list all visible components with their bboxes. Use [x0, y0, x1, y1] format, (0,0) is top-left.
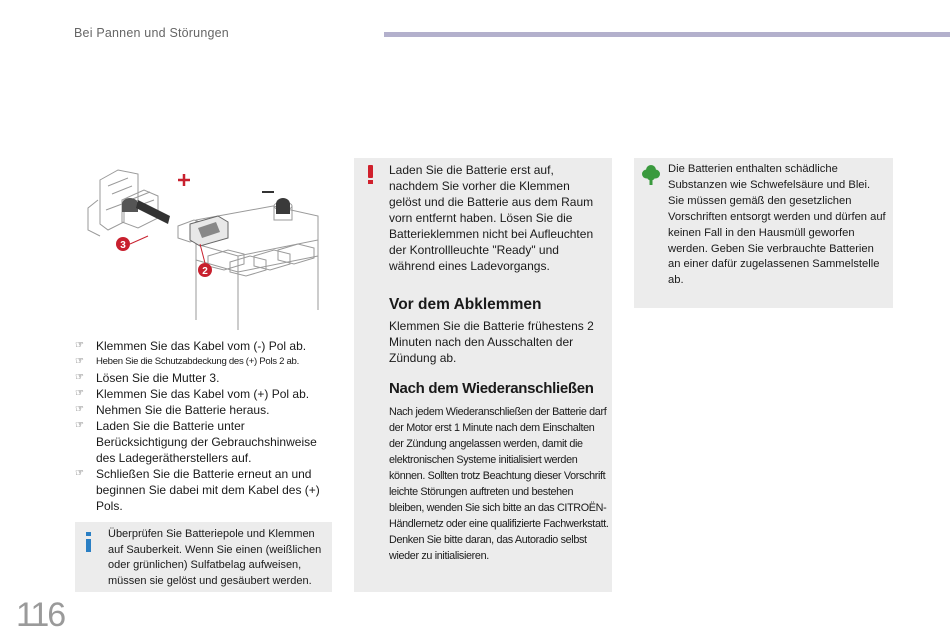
heading-after-reconnect: Nach dem Wiederanschließen: [389, 380, 594, 397]
section-title: Bei Pannen und Störungen: [74, 26, 229, 40]
pointer-hand-icon: ☞: [75, 420, 84, 431]
pointer-hand-icon: ☞: [75, 468, 84, 479]
list-item: ☞ Nehmen Sie die Batterie heraus.: [75, 403, 270, 417]
before-disconnect-text: Klemmen Sie die Batterie frühestens 2 Minuten nach den Ausschalten der Zündung ab.: [389, 319, 594, 365]
pointer-hand-icon: ☞: [75, 356, 84, 367]
info-text: Überprüfen Sie Batteriepole und Klemmen auf Sauberkeit. Wenn Sie einen (weißlichen oder grünlichen) Sulfatbelag aufweisen, müssen sie gelöst und gesäubert werden.: [108, 528, 322, 588]
warning-text: Laden Sie die Batterie erst auf, nachdem Sie vorher die Klemmen gelöst und die Batterie aus dem Raum vorn entfernt haben. Lösen Sie die Batterieklemmen nicht bei Aufleuchten der Kontrollleuchte "Ready" und während eines Ladevorgangs.: [389, 163, 594, 273]
list-item: ☞ Klemmen Sie das Kabel vom (+) Pol ab.: [75, 387, 310, 401]
environment-text: Die Batterien enthalten schädliche Substanzen wie Schwefelsäure und Blei. Sie müssen gemäß den gesetzlichen Vorschriften entsorgt werden und dürfen auf keinen Fall in den Hausmüll geworfen werden. Geben Sie verbrauchte Batterien an einer dafür zugelassenen Sammelstelle ab.: [668, 163, 886, 287]
battery-illustration: [78, 160, 340, 330]
warning-box: [354, 158, 612, 592]
environment-box: [634, 158, 893, 308]
pointer-hand-icon: ☞: [75, 404, 84, 415]
list-item: ☞ Laden Sie die Batterie unter Berücksichtigung der Gebrauchshinweise des Ladegerätherstellers auf.: [75, 419, 317, 465]
list-item: ☞ Schließen Sie die Batterie erneut an und beginnen Sie dabei mit dem Kabel des (+) Pols.: [75, 467, 320, 513]
info-icon: [84, 532, 94, 554]
list-item: ☞ Lösen Sie die Mutter 3.: [75, 371, 220, 385]
callout-3-label: 3: [120, 240, 126, 251]
after-reconnect-text: Nach jedem Wiederanschließen der Batterie darf der Motor erst 1 Minute nach dem Einschalten der Zündung angelassen werden, damit die elektronischen Systeme initialisiert werden können. Sollten trotz Beachtung dieser Vorschrift leichte Störungen auftreten und bestehen bleiben, wenden Sie sich bitte an das CITROËN-Händlernetz oder eine qualifizierte Fachwerkstatt. Denken Sie bitte daran, das Autoradio selbst wieder zu initialisieren.: [389, 406, 609, 562]
pointer-hand-icon: ☞: [75, 388, 84, 399]
page-number: 116: [16, 596, 65, 633]
header-bar: [384, 32, 950, 37]
pointer-hand-icon: ☞: [75, 372, 84, 383]
list-item: ☞ Heben Sie die Schutzabdeckung des (+) Pols 2 ab.: [75, 354, 337, 370]
warning-icon: [366, 163, 376, 187]
tree-icon: [642, 164, 660, 186]
heading-before-disconnect: Vor dem Abklemmen: [389, 296, 542, 313]
callout-2-label: 2: [202, 266, 208, 277]
list-item: ☞ Klemmen Sie das Kabel vom (-) Pol ab.: [75, 339, 307, 353]
pointer-hand-icon: ☞: [75, 340, 84, 351]
removal-steps-list: [75, 338, 337, 514]
info-box: [75, 522, 332, 592]
